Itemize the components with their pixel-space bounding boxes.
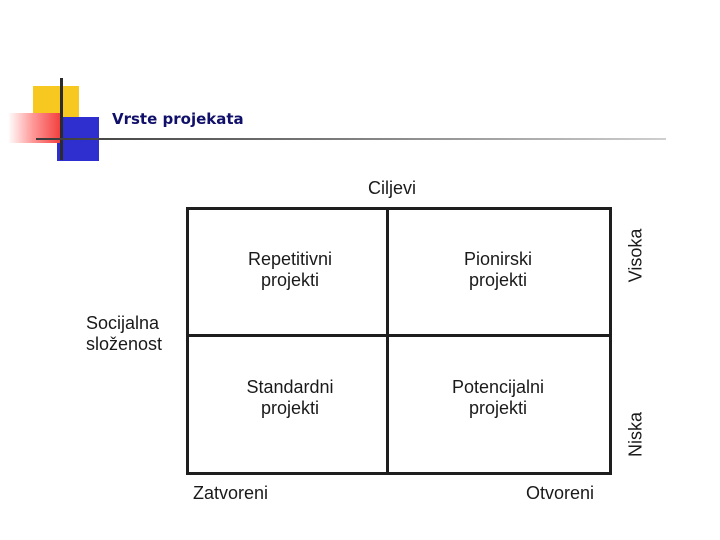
cell-label-line2: projekti bbox=[260, 270, 320, 290]
left-axis-line1: Socijalna bbox=[86, 313, 160, 333]
left-axis-line2: složenost bbox=[86, 334, 163, 354]
cell-potencijalni bbox=[398, 377, 598, 419]
bottom-left-label: Zatvoreni bbox=[193, 483, 269, 503]
cell-pionirski bbox=[398, 249, 598, 291]
cell-label-line1: Potencijalni bbox=[451, 377, 545, 397]
cell-standardni bbox=[190, 377, 390, 419]
matrix-horizontal-divider bbox=[186, 334, 609, 337]
matrix-frame bbox=[186, 207, 612, 475]
title-underline bbox=[36, 138, 666, 140]
cell-repetitivni bbox=[190, 249, 390, 291]
right-bottom-label: Niska bbox=[625, 412, 646, 458]
right-top-label: Visoka bbox=[625, 228, 646, 283]
left-axis-label bbox=[86, 313, 162, 355]
cell-label-line1: Pionirski bbox=[463, 249, 533, 269]
bottom-right-label: Otvoreni bbox=[526, 483, 595, 503]
cell-label-line1: Standardni bbox=[246, 377, 334, 397]
cell-label-line2: projekti bbox=[468, 398, 528, 418]
top-axis-label: Ciljevi bbox=[368, 178, 417, 198]
decorative-vertical-line bbox=[60, 78, 63, 160]
cell-label-line2: projekti bbox=[260, 398, 320, 418]
matrix-vertical-divider bbox=[386, 207, 389, 472]
slide-title: Vrste projekata bbox=[112, 110, 244, 128]
cell-label-line2: projekti bbox=[468, 270, 528, 290]
cell-label-line1: Repetitivni bbox=[247, 249, 333, 269]
